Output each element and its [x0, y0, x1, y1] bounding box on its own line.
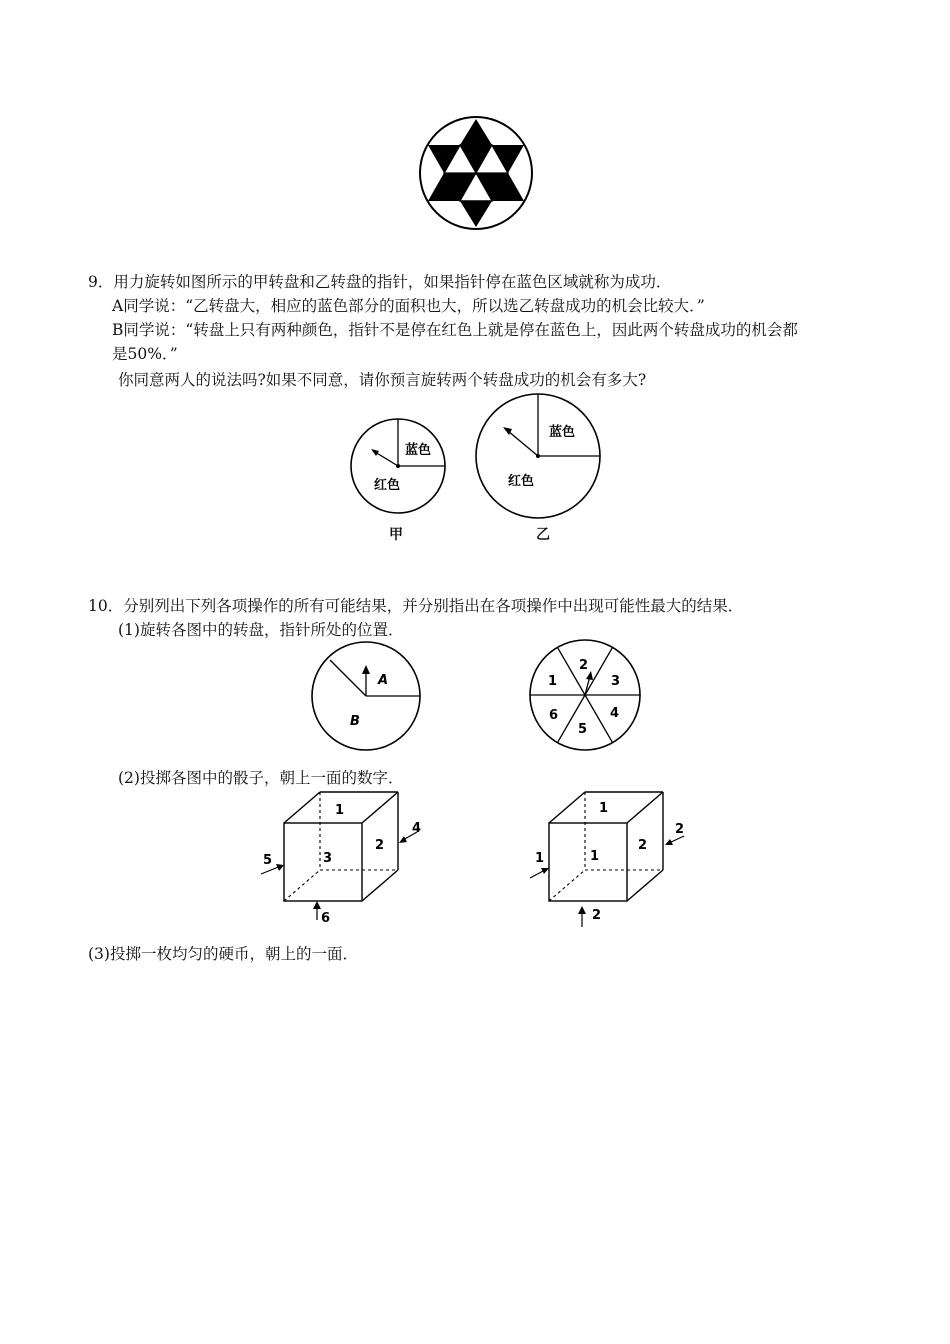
cube-1-left-label: 5 — [263, 853, 273, 868]
spinner-six-label-5: 5 — [578, 722, 588, 737]
spinner-yi-red-label: 红色 — [508, 474, 535, 489]
spinner-yi-caption: 乙 — [536, 527, 550, 543]
hexagram-figure — [418, 115, 534, 231]
q10-part2: (2)投掷各图中的骰子，朝上一面的数字． — [118, 769, 404, 787]
cube-2 — [522, 786, 702, 932]
q10-part1: (1)旋转各图中的转盘，指针所处的位置． — [118, 621, 404, 639]
spinner-jia-caption: 甲 — [389, 527, 403, 543]
cube-2-right-label: 2 — [638, 838, 648, 853]
cube-2-back-right-label: 2 — [675, 822, 685, 837]
spinner-yi — [473, 391, 603, 521]
cube-2-top-label: 1 — [599, 801, 609, 816]
q9-stem: 9．用力旋转如图所示的甲转盘和乙转盘的指针，如果指针停在蓝色区域就称为成功． — [88, 273, 672, 291]
q9-question: 你同意两人的说法吗?如果不同意，请你预言旋转两个转盘成功的机会有多大? — [118, 371, 647, 389]
spinner-jia — [348, 416, 450, 518]
cube-2-front-label: 1 — [590, 849, 600, 864]
cube-1-front-label: 3 — [323, 851, 333, 866]
q10-part3: (3)投掷一枚均匀的硬币，朝上的一面． — [88, 945, 358, 963]
cube-2-left-label: 1 — [535, 851, 545, 866]
cube-1-right-label: 2 — [375, 838, 385, 853]
cube-1-top-label: 1 — [335, 803, 345, 818]
spinner-yi-blue-label: 蓝色 — [549, 425, 576, 440]
spinner-six-label-4: 4 — [610, 706, 620, 721]
spinner-jia-blue-label: 蓝色 — [405, 443, 432, 458]
spinner-jia-red-label: 红色 — [374, 478, 401, 493]
q9-a-says: A同学说：“乙转盘大，相应的蓝色部分的面积也大，所以选乙转盘成功的机会比较大．” — [112, 297, 705, 315]
cube-1 — [255, 786, 435, 932]
q10-stem: 10．分别列出下列各项操作的所有可能结果，并分别指出在各项操作中出现可能性最大的结果． — [88, 597, 744, 615]
spinner-six-label-1: 1 — [548, 674, 558, 689]
spinner-six-label-2: 2 — [579, 658, 589, 673]
spinner-six-label-3: 3 — [611, 674, 621, 689]
spinner-six — [528, 638, 644, 754]
q9-b-says-line1: B同学说：“转盘上只有两种颜色，指针不是停在红色上就是停在蓝色上，因此两个转盘成功的机会都 — [112, 321, 798, 339]
cube-1-bottom-label: 6 — [321, 911, 331, 926]
spinner-ab-a-label: A — [378, 673, 389, 688]
spinner-ab-b-label: B — [350, 714, 360, 729]
spinner-ab — [310, 640, 424, 754]
spinner-six-label-6: 6 — [549, 708, 559, 723]
cube-2-bottom-label: 2 — [592, 908, 602, 923]
cube-1-back-right-label: 4 — [412, 821, 422, 836]
q9-b-says-line2: 是50%．” — [112, 345, 178, 363]
